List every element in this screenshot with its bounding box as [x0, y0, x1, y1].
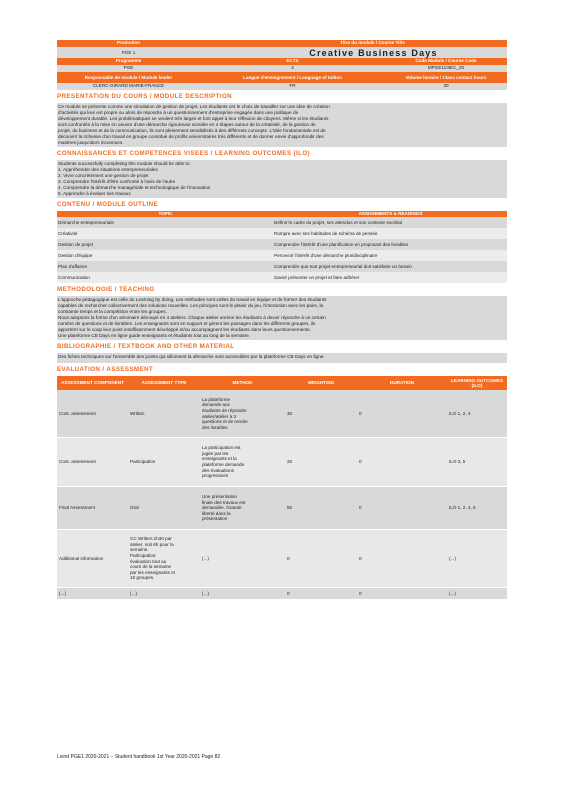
page-footer: Livret PGE1 2020-2021 – Student handbook 1st Year 2020-2021 Page 82 — [57, 754, 221, 760]
outline-topic-header: TOPIC — [158, 211, 173, 216]
course-title: Creative Business Days — [309, 47, 438, 58]
eval-method-text — [202, 556, 209, 562]
module-leader-label: Responsable de module / Module leader — [84, 74, 173, 80]
eval-weighting: 20 — [287, 459, 293, 465]
bibliography-line: Des fiches techniques sur l'ensemble des points qui sillonnent la démarche sont accessibles par la plateforme CB Days en ligne. — [58, 354, 325, 359]
eval-method-line: plateforme demande — [202, 462, 245, 467]
eval-type-line: 18 groupes. — [130, 575, 155, 581]
eval-method-text — [202, 494, 245, 522]
eval-method-line: (...) — [202, 555, 209, 561]
outline-topic: Communication — [58, 275, 90, 280]
outline-topic: Gestion de projet — [58, 242, 93, 247]
promotion-value: PGE 1 — [121, 49, 136, 55]
language-label: Langue d'enseignement / Language of tuition — [243, 75, 342, 80]
outline-assign: Percevoir l'intérêt d'une démarche pluridisciplinaire — [274, 253, 378, 258]
eval-component: (...) — [59, 590, 66, 596]
outline-header — [57, 211, 507, 217]
eval-weighting: 0 — [287, 590, 290, 596]
eval-method-text — [202, 397, 248, 431]
eval-type-line: semaine. — [130, 547, 149, 553]
presentation-line: découvrir la richesse d'un travail en groupe constitué de profils universitaires très différents et de donner envie d'approfondir des — [58, 134, 324, 139]
ects-label: ECTS — [286, 58, 299, 63]
header-row-2-values — [57, 65, 507, 72]
eval-type-line: cours de la semaine — [130, 564, 172, 570]
ects-value: 4 — [291, 65, 294, 70]
programme-label: Programme — [115, 58, 142, 63]
header-row-1-values — [57, 47, 507, 58]
course-page — [57, 40, 507, 600]
outline-topic: Créativité — [58, 231, 78, 236]
eval-method-line: des évaluations — [202, 467, 234, 473]
eval-method-text — [202, 591, 209, 597]
eval-type-text — [130, 536, 175, 581]
outline-assign: Comprendre que tout projet entrepreneurial doit satisfaire un besoin — [274, 264, 412, 269]
table-row — [57, 530, 507, 588]
methodology-text — [57, 296, 507, 340]
eval-type-line: Participation: — [130, 552, 157, 558]
outline-table — [57, 217, 507, 283]
eval-component: Final Assessment — [59, 505, 95, 511]
eval-method — [200, 530, 285, 587]
eval-outcomes: (...) — [449, 590, 456, 596]
eval-type: (...) — [130, 590, 137, 596]
header-row-2-labels — [57, 58, 507, 65]
outline-assign: Comprendre l'intérêt d'une planification en proposant des livrables — [274, 242, 409, 247]
eval-type: Oral — [130, 505, 139, 511]
programme-value: PGE — [123, 65, 134, 70]
eval-method-line: (...) — [202, 590, 209, 596]
eval-method — [200, 390, 285, 437]
eval-outcomes: (...) — [449, 555, 456, 561]
table-row — [57, 228, 507, 239]
ilo-item: 1. Appréhender des situations entrepreneuriales — [58, 167, 158, 172]
table-row — [57, 250, 507, 261]
eval-method-line: étudiants de répondre — [202, 407, 247, 413]
ilo-item: 2. Vivre concrètement une gestion de projet — [58, 173, 149, 178]
eval-type-line: par les enseignants et — [130, 569, 175, 575]
outline-assign-header: ASSIGNMENTS & READINGS — [358, 211, 423, 216]
table-row — [57, 272, 507, 283]
eval-type-line: CC Written:1h30 par — [130, 536, 172, 542]
eval-method-line: finale des travaux est — [202, 499, 246, 505]
contact-hours-value: 30 — [443, 83, 449, 88]
eval-method-line: demandée. Grande — [202, 505, 242, 511]
outline-topic: Plan d'affaires — [58, 264, 87, 269]
presentation-line: Ce module se présente comme une simulation de gestion de projet. Les étudiants ont le choix de travailler sur une idée de création — [58, 104, 330, 109]
eval-method-text — [202, 445, 244, 479]
eval-method-line: enseignants et la — [202, 456, 237, 462]
eval-method-line: présentation — [202, 516, 228, 522]
ilo-item: 5. Apprendre à évaluer ses travaux — [58, 191, 131, 196]
promotion-label: Promotion — [117, 40, 140, 45]
evaluation-header — [57, 376, 507, 390]
contact-hours-label: Volume horaire / Class contact hours — [405, 74, 487, 80]
eval-component: Cont. assessment — [59, 410, 96, 416]
eval-header-type: ASSESSMENT TYPE — [141, 380, 187, 386]
eval-duration: 0 — [359, 410, 362, 416]
outline-topic: Démarche entrepreneuriale — [58, 220, 114, 225]
table-row — [57, 588, 507, 600]
presentation-line: sont confrontés à la mise en oeuvre d'une démarche rigoureuse scindée en 4 étapes autour de la créativité, de la gestion de — [58, 122, 316, 127]
table-row — [57, 217, 507, 228]
eval-method-line: progressives — [202, 473, 229, 479]
methodology-line: Nous adoptons la forme d'un séminaire découpé en 4 ateliers. Chaque atelier amène les étudiants à devoir répondre à un certain — [58, 315, 326, 320]
eval-type: Written — [130, 410, 145, 416]
module-leader-value: CLERC-GIRARD MARIE-FRANCE — [92, 83, 165, 88]
methodology-title: METHODOLOGIE / TEACHING — [57, 286, 155, 293]
header-row-1-labels — [57, 40, 507, 47]
eval-header-duration: DURATION — [390, 380, 414, 386]
eval-outcomes: ILO 3, 5 — [449, 459, 466, 465]
ilo-item: 4. Comprendre la démarche managériale et technologique de l'innovation — [58, 185, 211, 190]
table-row — [57, 390, 507, 438]
eval-duration: 0 — [359, 459, 362, 465]
outline-title: CONTENU / MODULE OUTLINE — [57, 201, 159, 208]
presentation-line: développement durable. Les problématiques se veulent très larges et font appel à leur réflexion de citoyens. Même si les étudiants — [58, 116, 329, 121]
eval-method-line: La plateforme — [202, 396, 231, 402]
eval-component: Additional information — [59, 555, 104, 561]
evaluation-table — [57, 390, 507, 600]
eval-weighting: 0 — [287, 555, 290, 561]
course-code-label: Code Module / Course Code — [415, 58, 477, 63]
header-row-3-labels — [57, 72, 507, 83]
eval-type-line: atelier, soit 6h pour la — [130, 541, 174, 547]
eval-method-line: liberté dans la — [202, 510, 231, 516]
table-row — [57, 487, 507, 530]
eval-type-line: évaluation tout au — [130, 558, 167, 564]
eval-method-line: jugée par les — [202, 450, 229, 456]
outline-assign: Définir le cadre du projet, ses attendus et son contexte sociétal — [274, 220, 402, 225]
eval-outcomes: ILO 1, 2, 4, 5 — [449, 505, 476, 511]
eval-method-line: demande aux — [202, 402, 230, 408]
ilo-item: 3. Comprendre l'intérêt d'être confronté à l'avis de l'autre — [58, 179, 176, 184]
eval-method — [200, 588, 285, 599]
eval-method-line: Une présentation — [202, 494, 237, 500]
methodology-line: capables de rechercher collectivement des solutions nouvelles. Les principes sont le plaisir du jeu, l'interaction avec les pairs, la — [58, 303, 324, 308]
presentation-title: PRESENTATION DU COURS / MODULE DESCRIPTION — [57, 93, 233, 100]
table-row — [57, 261, 507, 272]
language-value: FR — [289, 83, 296, 88]
table-row — [57, 438, 507, 487]
eval-type — [128, 530, 200, 587]
methodology-line: contrainte temps et la compétition entre les groupes. — [58, 309, 167, 314]
eval-header-outcomes: LEARNING OUTCOMES (ILO) — [451, 377, 503, 388]
methodology-line: nombre de questions et de livrables. Les enseignants sont en support et gèrent les passages dans les différents groupes, ils — [58, 321, 316, 326]
eval-method-line: atelier/atelier à 3 — [202, 413, 236, 419]
methodology-line: L'approche pédagogique est celle du Learning by doing. Les méthodes sont celles du travail en équipe et de former des étudiants — [58, 297, 327, 302]
bibliography-title: BIBLIOGRAPHIE / TEXTBOOK AND OTHER MATERIAL — [57, 343, 235, 350]
eval-outcomes: ILO 1, 2, 4 — [449, 410, 471, 416]
evaluation-title: EVALUATION / ASSESSMENT — [57, 366, 154, 373]
eval-type: Participation — [130, 459, 156, 465]
presentation-text — [57, 103, 507, 147]
eval-weighting: 50 — [287, 505, 293, 511]
course-code-value: MPGE110IEC_20 — [427, 65, 465, 70]
methodology-line: apportent sur le coup leur point insuffisamment développé et/ou accompagnent les étudiants dans leurs questionnements. — [58, 327, 311, 332]
eval-method — [200, 438, 285, 486]
eval-method-line: questions et de rendre — [202, 419, 248, 425]
methodology-line: Une plateforme CB Days en ligne guide enseignants et étudiants tout au long de la semaine. — [58, 333, 251, 338]
eval-method-line: La participation est — [202, 445, 241, 451]
outline-assign: Rompre avec ses habitudes de schéma de pensée — [274, 231, 378, 236]
eval-method-line: des livrables — [202, 424, 228, 430]
eval-weighting: 30 — [287, 410, 293, 416]
eval-duration: 0 — [359, 505, 362, 511]
ilo-text — [57, 160, 507, 198]
presentation-line: matières jusqu'alors inconnues. — [58, 140, 124, 145]
eval-header-method: METHOD — [232, 380, 253, 386]
eval-duration: 0 — [359, 590, 362, 596]
outline-assign: Savoir présenter un projet et faire adhérer — [274, 275, 360, 280]
table-row — [57, 239, 507, 250]
presentation-line: d'activités qui leur est propre ou alors de répondre à un questionnement d'entreprise engagée dans une politique de — [58, 110, 299, 115]
ilo-intro: Students successfully completing this module should be able to: — [58, 161, 191, 166]
course-title-label: Titre du module / Course Title — [340, 40, 405, 45]
ilo-title: CONNAISSANCES ET COMPETENCES VISEES / LEARNING OUTCOMES (ILO) — [57, 150, 311, 157]
eval-method — [200, 487, 285, 529]
outline-topic: Gestion d'équipe — [58, 253, 93, 258]
header-row-3-values — [57, 83, 507, 90]
eval-header-weighting: WEIGHTING — [307, 380, 335, 386]
presentation-line: projet, du business et de la communication, ils sont pleinement sensibilisés à des différents concepts. L'idée fondamentale est de — [58, 128, 326, 133]
eval-component: Cont. assessment — [59, 459, 96, 465]
eval-header-component: ASSESSMENT COMPONENT — [61, 380, 124, 386]
eval-duration: 0 — [359, 555, 362, 561]
bibliography-text — [57, 353, 507, 363]
